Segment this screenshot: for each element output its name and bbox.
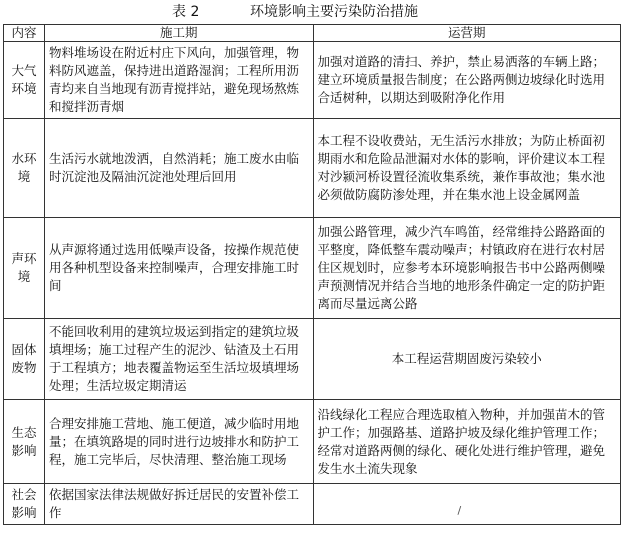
table-number: 表 2: [172, 4, 200, 20]
category-cell: 生态影响: [4, 400, 45, 484]
table-row: [4, 400, 621, 484]
table-row: [4, 218, 621, 319]
category-cell: 社会影响: [4, 484, 45, 525]
construction-cell: 从声源将通过选用低噪声设备，按操作规范使用各种机型设备来控制噪声，合理安排施工时间: [44, 218, 313, 319]
construction-cell: 生活污水就地泼洒，自然消耗；施工废水由临时沉淀池及隔油沉淀池处理后回用: [44, 119, 313, 218]
operation-cell: 加强公路管理，减少汽车鸣笛，经常维持公路路面的平整度，降低整车震动噪声；村镇政府在进行农村居住区规划时，应参考本环境影响报告书中公路两侧噪声预测情况并结合当地的地形条件确定一定的防护距离而尽量远离公路: [313, 218, 621, 319]
pollution-control-table: [3, 24, 621, 525]
category-cell: 固体废物: [4, 319, 45, 400]
construction-cell: 依据国家法律法规做好拆迁居民的安置补偿工作: [44, 484, 313, 525]
table-row: [4, 42, 621, 119]
operation-cell: 加强对道路的清扫、养护，禁止易洒落的车辆上路；建立环境质量报告制度；在公路两侧边坡绿化时选用合适树种，以期达到吸附净化作用: [313, 42, 621, 119]
table-row: [4, 484, 621, 525]
construction-cell: 合理安排施工营地、施工便道，减少临时用地量；在填筑路堤的同时进行边坡排水和防护工程，施工完毕后，尽快清理、整治施工现场: [44, 400, 313, 484]
operation-cell: 本工程运营期固废污染较小: [313, 319, 621, 400]
operation-cell: 沿线绿化工程应合理选取植入物种，并加强苗木的管护工作；加强路基、道路护坡及绿化维护管理工作；经常对道路两侧的绿化、硬化处进行维护管理，避免发生水土流失现象: [313, 400, 621, 484]
no-measure-mark: /: [457, 503, 462, 517]
category-cell: 大气环境: [4, 42, 45, 119]
table-header-row: [4, 25, 621, 42]
construction-cell: 物料堆场设在附近村庄下风向，加强管理，物料防风遮盖，保持进出道路湿润；工程所用沥青均来自当地现有沥青搅拌站，避免现场熬炼和搅拌沥青烟: [44, 42, 313, 119]
table-row: [4, 319, 621, 400]
operation-cell: 本工程不设收费站，无生活污水排放；为防止桥面初期雨水和危险品泄漏对水体的影响，评价建议本工程对沙颍河桥设置径流收集系统，兼作事故池；集水池必须做防腐防渗处理，并在集水池上设金属网盖: [313, 119, 621, 218]
header-content: 内容: [4, 25, 45, 42]
table-row: [4, 119, 621, 218]
construction-cell: 不能回收利用的建筑垃圾运到指定的建筑垃圾填埋场；施工过程产生的泥沙、钻渣及土石用于工程填方；地表覆盖物运至生活垃圾填埋场处理；生活垃圾定期清运: [44, 319, 313, 400]
category-cell: 声环境: [4, 218, 45, 319]
header-construction: 施工期: [44, 25, 313, 42]
table-title: 环境影响主要污染防治措施: [250, 4, 418, 20]
category-cell: 水环境: [4, 119, 45, 218]
operation-cell: [313, 484, 621, 525]
header-operation: 运营期: [313, 25, 621, 42]
table-caption: [0, 0, 624, 24]
